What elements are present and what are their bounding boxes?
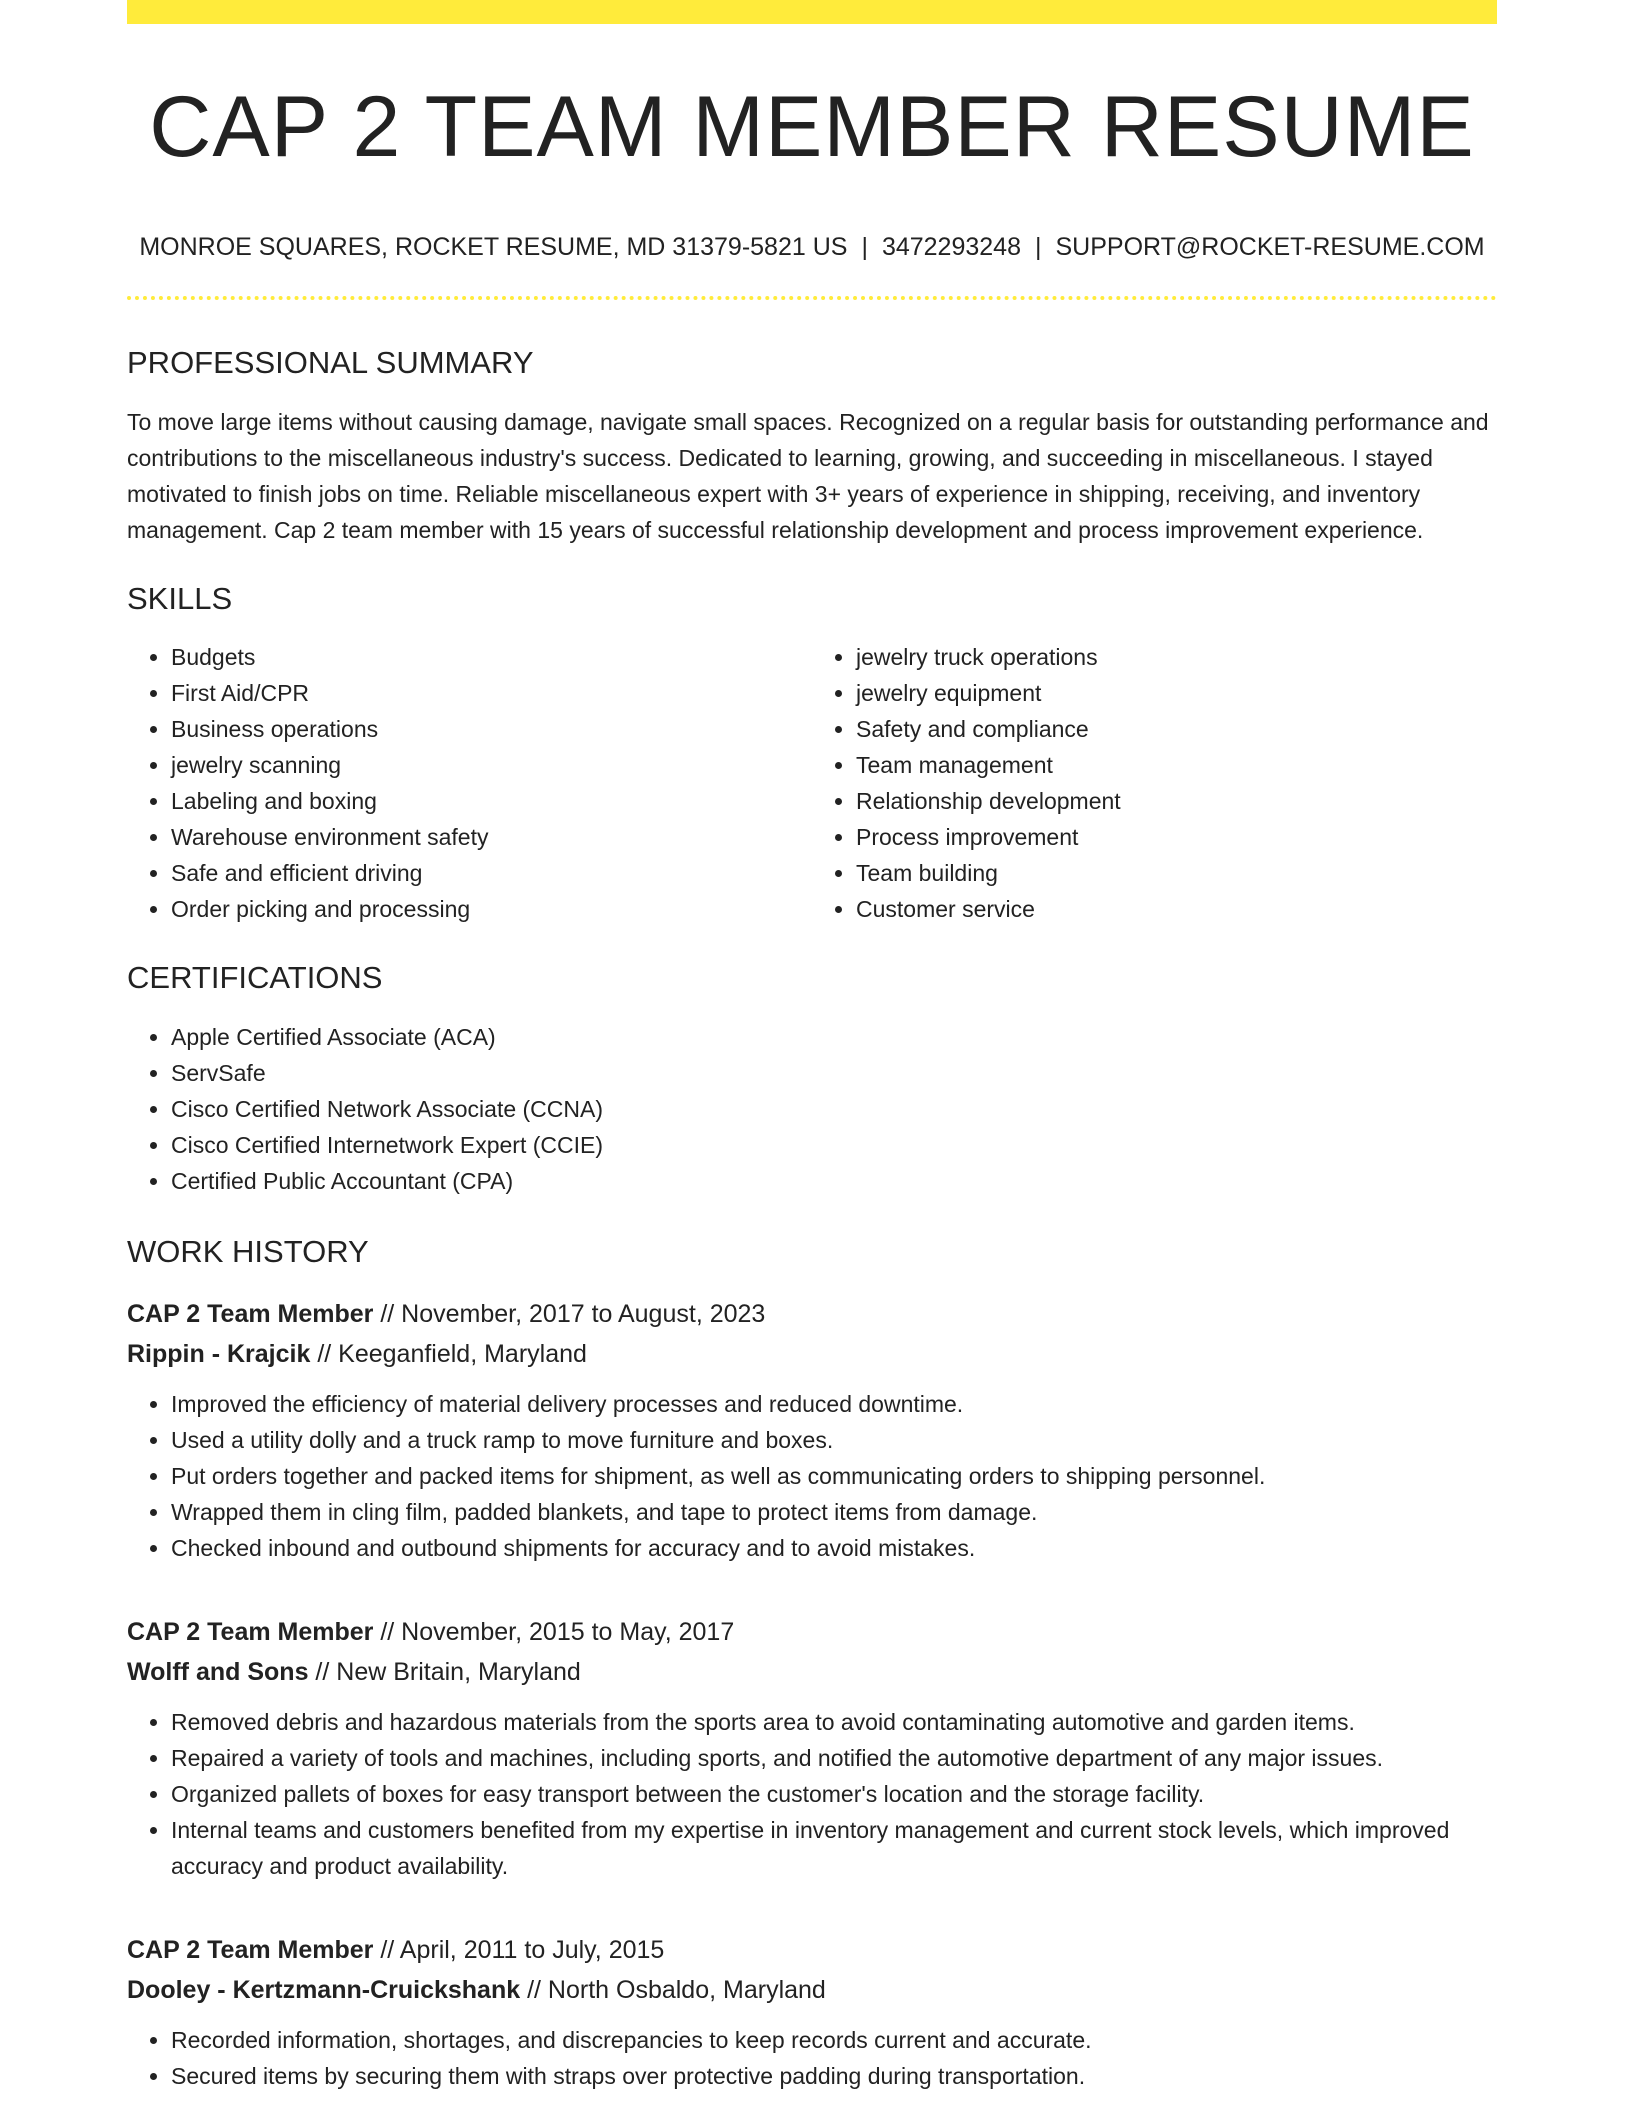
job-dates: // April, 2011 to July, 2015	[373, 1935, 665, 1964]
skill-item: • Team management	[856, 747, 1497, 783]
contact-separator: |	[1034, 233, 1042, 261]
skills-list-left	[127, 639, 812, 927]
top-accent-bar	[127, 0, 1497, 24]
contact-line	[127, 232, 1497, 262]
job-company: Dooley - Kertzmann-Cruickshank	[127, 1975, 521, 2004]
job-bullets	[127, 2022, 1497, 2094]
skill-item: • jewelry scanning	[171, 747, 812, 783]
skill-item: • jewelry truck operations	[856, 639, 1497, 675]
job-entry	[127, 1294, 1497, 1566]
job-bullet: • Removed debris and hazardous materials from the sports area to avoid contaminating automotive and garden items.	[171, 1704, 1497, 1740]
skill-item: • Team building	[856, 855, 1497, 891]
job-bullet: • Secured items by securing them with straps over protective padding during transportation.	[171, 2058, 1497, 2094]
certifications-list	[127, 1019, 1497, 1199]
job-entry	[127, 1930, 1497, 2094]
job-entry	[127, 1612, 1497, 1884]
job-company: Rippin - Krajcik	[127, 1339, 311, 1368]
job-dates: // November, 2017 to August, 2023	[373, 1299, 766, 1328]
skills-heading: SKILLS	[127, 581, 233, 617]
contact-address: MONROE SQUARES, ROCKET RESUME, MD 31379-5821 US	[139, 233, 848, 261]
certification-item: • ServSafe	[171, 1055, 1497, 1091]
certification-item: • Certified Public Accountant (CPA)	[171, 1163, 1497, 1199]
summary-heading: PROFESSIONAL SUMMARY	[127, 345, 534, 380]
skill-item: • First Aid/CPR	[171, 675, 812, 711]
job-role: CAP 2 Team Member	[127, 1617, 374, 1646]
job-dates: // November, 2015 to May, 2017	[373, 1617, 735, 1646]
skills-list-right	[812, 639, 1497, 927]
job-role-line	[127, 1612, 1497, 1652]
job-bullet: • Put orders together and packed items for shipment, as well as communicating orders to shipping personnel.	[171, 1458, 1497, 1494]
skill-item: • Relationship development	[856, 783, 1497, 819]
skill-item: • Process improvement	[856, 819, 1497, 855]
job-bullet: • Wrapped them in cling film, padded blankets, and tape to protect items from damage.	[171, 1494, 1497, 1530]
job-role-line	[127, 1294, 1497, 1334]
job-company-line	[127, 1970, 1497, 2010]
summary-text: To move large items without causing damage, navigate small spaces. Recognized on a regular basis for outstanding performance and contributions to the miscellaneous industry's success. Dedicated to learning, growing, and succeeding in miscellaneous. I stayed motivated to finish jobs on time. Reliable miscellaneous expert with 3+ years of experience in shipping, receiving, and inventory management. Cap 2 team member with 15 years of successful relationship development and process improvement experience.	[127, 409, 1489, 544]
contact-email: SUPPORT@ROCKET-RESUME.COM	[1055, 233, 1485, 261]
contact-separator: |	[861, 233, 868, 261]
contact-phone: 3472293248	[881, 233, 1021, 261]
skill-item: • Safety and compliance	[856, 711, 1497, 747]
job-bullet: • Used a utility dolly and a truck ramp to move furniture and boxes.	[171, 1422, 1497, 1458]
dotted-divider	[127, 296, 1497, 300]
job-company-line	[127, 1334, 1497, 1374]
skill-item: • Customer service	[856, 891, 1497, 927]
skills-columns	[127, 639, 1497, 927]
job-bullet: • Organized pallets of boxes for easy transport between the customer's location and the storage facility.	[171, 1776, 1497, 1812]
job-bullet: • Improved the efficiency of material delivery processes and reduced downtime.	[171, 1386, 1497, 1422]
job-company-line	[127, 1652, 1497, 1692]
skill-item: • Safe and efficient driving	[171, 855, 812, 891]
job-bullets	[127, 1386, 1497, 1566]
skill-item: • Business operations	[171, 711, 812, 747]
certification-item: • Cisco Certified Network Associate (CCNA)	[171, 1091, 1497, 1127]
job-location: // North Osbaldo, Maryland	[520, 1975, 826, 2004]
skill-item: • Labeling and boxing	[171, 783, 812, 819]
job-role: CAP 2 Team Member	[127, 1299, 374, 1328]
job-role: CAP 2 Team Member	[127, 1935, 374, 1964]
job-bullet: • Recorded information, shortages, and discrepancies to keep records current and accurate.	[171, 2022, 1497, 2058]
job-location: // New Britain, Maryland	[308, 1657, 581, 1686]
skill-item: • Order picking and processing	[171, 891, 812, 927]
work-history-heading: WORK HISTORY	[127, 1233, 369, 1269]
job-bullet: • Internal teams and customers benefited from my expertise in inventory management and current stock levels, which improved accuracy and product availability.	[171, 1812, 1497, 1884]
job-bullet: • Repaired a variety of tools and machines, including sports, and notified the automotive department of any major issues.	[171, 1740, 1497, 1776]
resume-page	[127, 0, 1497, 2112]
skill-item: • Warehouse environment safety	[171, 819, 812, 855]
skill-item: • jewelry equipment	[856, 675, 1497, 711]
job-company: Wolff and Sons	[127, 1657, 309, 1686]
certification-item: • Apple Certified Associate (ACA)	[171, 1019, 1497, 1055]
job-role-line	[127, 1930, 1497, 1970]
job-bullet: • Checked inbound and outbound shipments for accuracy and to avoid mistakes.	[171, 1530, 1497, 1566]
certifications-heading: CERTIFICATIONS	[127, 960, 383, 996]
certification-item: • Cisco Certified Internetwork Expert (CCIE)	[171, 1127, 1497, 1163]
resume-title: CAP 2 TEAM MEMBER RESUME	[149, 79, 1475, 175]
skill-item: • Budgets	[171, 639, 812, 675]
job-bullets	[127, 1704, 1497, 1884]
job-location: // Keeganfield, Maryland	[310, 1339, 587, 1368]
